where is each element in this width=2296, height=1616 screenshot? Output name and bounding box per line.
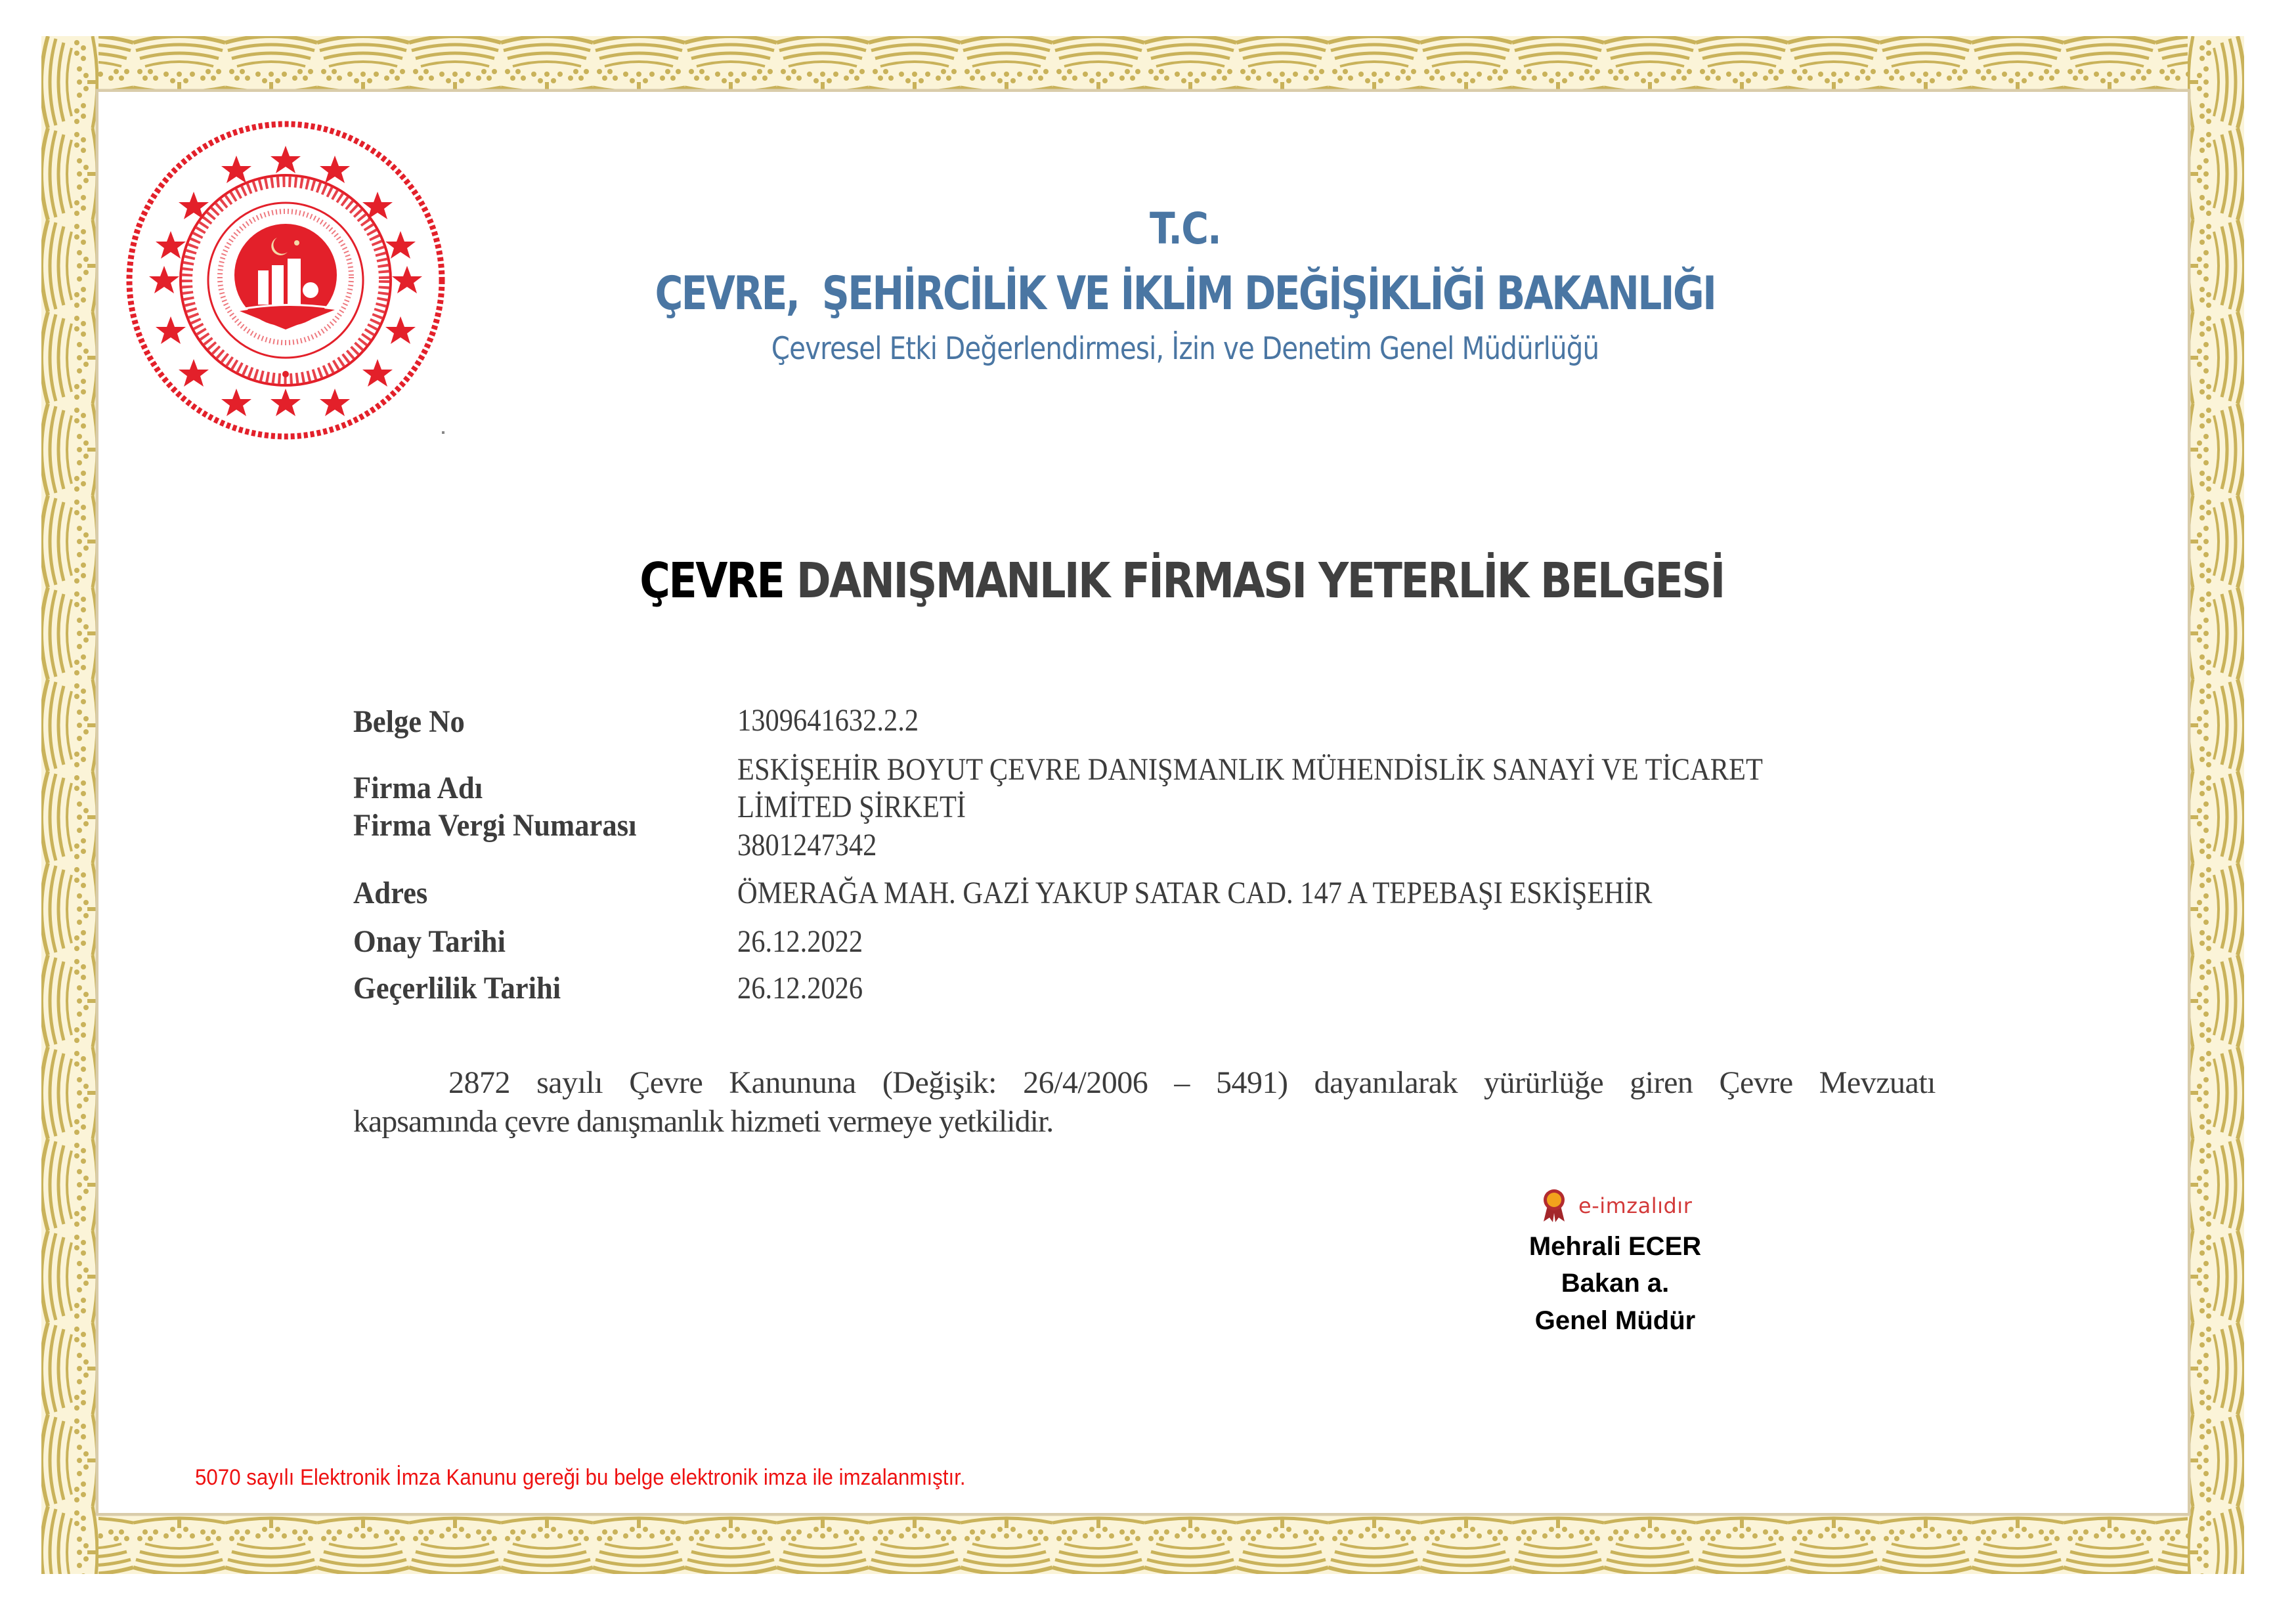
paragraph-line-1: 2872 sayılı Çevre Kanununa (Değişik: 26/4/2006 – 5491) dayanılarak yürürlüğe giren Çevre Mevzuatı [448, 1065, 1936, 1100]
header-tc: T.C. [1149, 203, 1221, 254]
e-signature-badge [1542, 1188, 1692, 1223]
document-title-rest: DANIŞMANLIK FİRMASI YETERLİK BELGESİ [783, 553, 1724, 609]
value-firma-adi-line2: LİMİTED ŞİRKETİ [737, 790, 966, 824]
ministry-seal-icon [125, 119, 446, 441]
value-firma-adi-line1: ESKİŞEHİR BOYUT ÇEVRE DANIŞMANLIK MÜHENDİSLİK SANAYİ VE TİCARET [737, 752, 1763, 787]
label-belge-no: Belge No [353, 704, 465, 739]
signatory-on-behalf: Bakan a. [1561, 1269, 1670, 1298]
label-gecerlilik-tarihi: Geçerlilik Tarihi [353, 971, 561, 1006]
label-firma-adi: Firma Adı [353, 771, 483, 805]
authorization-paragraph [353, 1063, 1936, 1141]
e-signature-law-notice: 5070 sayılı Elektronik İmza Kanunu gereği bu belge elektronik imza ile imzalanmıştır. [195, 1465, 966, 1490]
label-adres: Adres [353, 876, 428, 910]
document-title [448, 553, 1916, 609]
label-onay-tarihi: Onay Tarihi [353, 924, 506, 959]
document-title-lead: ÇEVRE [639, 553, 784, 609]
value-belge-no: 1309641632.2.2 [737, 703, 919, 738]
label-vergi-no: Firma Vergi Numarası [353, 808, 637, 843]
value-onay-tarihi: 26.12.2022 [737, 924, 863, 959]
header-directorate: Çevresel Etki Değerlendirmesi, İzin ve Denetim Genel Müdürlüğü [771, 331, 1599, 367]
value-gecerlilik-tarihi: 26.12.2026 [737, 971, 863, 1006]
scan-artifact [442, 431, 444, 434]
ministry-seal [125, 119, 446, 441]
signatory-name: Mehrali ECER [1528, 1232, 1702, 1261]
value-adres: ÖMERAĞA MAH. GAZİ YAKUP SATAR CAD. 147 A TEPEBAŞI ESKİŞEHİR [737, 876, 1653, 910]
value-vergi-no: 3801247342 [737, 828, 877, 862]
signatory-title: Genel Müdür [1534, 1306, 1696, 1335]
header-ministry: ÇEVRE, ŞEHİRCİLİK VE İKLİM DEĞİŞİKLİĞİ BAKANLIĞI [655, 266, 1716, 320]
e-signed-label: e-imzalıdır [1578, 1193, 1693, 1218]
rosette-icon [1542, 1189, 1567, 1223]
paragraph-line-2: kapsamında çevre danışmanlık hizmeti vermeye yetkilidir. [353, 1104, 1054, 1139]
